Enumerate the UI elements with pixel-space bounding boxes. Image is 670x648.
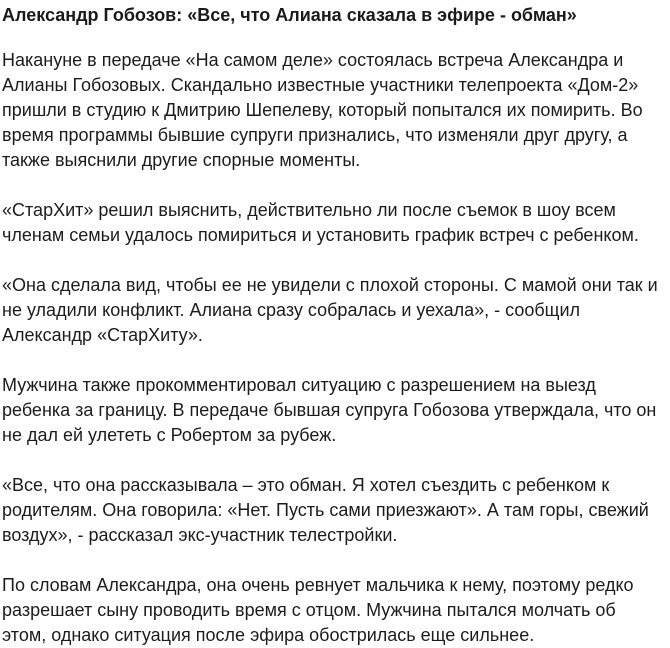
article-paragraph: По словам Александра, она очень ревнует мальчика к нему, поэтому редко разрешает сыну проводить время с отцом. Мужчина пытался молчать об этом, однако ситуация после эфира обострилась еще сильнее. [2, 575, 634, 645]
article-title: Александр Гобозов: «Все, что Алиана сказала в эфире - обман» [2, 5, 577, 25]
article-paragraph: «СтарХит» решил выяснить, действительно ли после съемок в шоу всем членам семьи удалось помириться и установить график встреч с ребенком. [2, 200, 639, 245]
article-paragraph: Мужчина также прокомментировал ситуацию с разрешением на выезд ребенка за границу. В передаче бывшая супруга Гобозова утверждала, что он не дал ей улететь с Робертом за рубеж. [2, 375, 657, 445]
article-paragraph: Накануне в передаче «На самом деле» состоялась встреча Александра и Алианы Гобозовых. Скандально известные участники телепроекта «Дом-2» пришли в студию к Дмитрию Шепелеву, который попытался их помирить. Во время программы бывшие супруги признались, что изменяли друг другу, а также выяснили другие спорные моменты. [2, 50, 643, 170]
article-paragraph: «Все, что она рассказывала – это обман. Я хотел съездить с ребенком к родителям. Она говорила: «Нет. Пусть сами приезжают». А там горы, свежий воздух», - рассказал экс-участник телестройки. [2, 475, 649, 545]
article-paragraph: «Она сделала вид, чтобы ее не увидели с плохой стороны. С мамой они так и не уладили конфликт. Алиана сразу собралась и уехала», - сообщил Александр «СтарХиту». [2, 275, 658, 345]
